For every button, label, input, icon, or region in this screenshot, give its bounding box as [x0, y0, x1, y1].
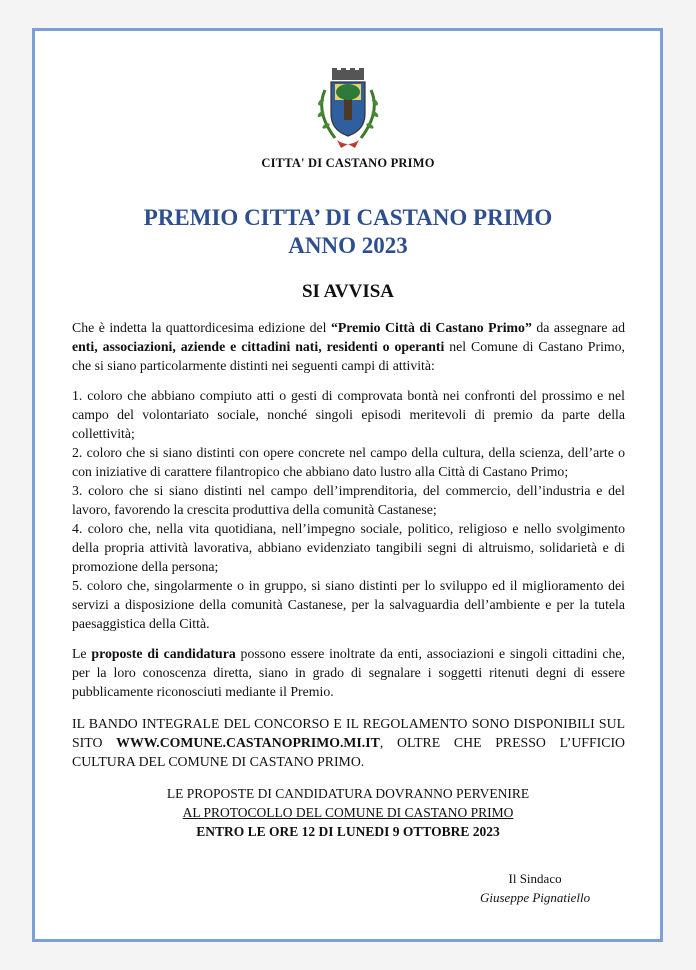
- city-label: CITTA' DI CASTANO PRIMO: [261, 156, 435, 170]
- criteria-item: 3. coloro che si siano distinti nel campo dell’imprenditoria, del commercio, dell’industria e del lavoro, favorendo la crescita produttiva della comunità Castanese;: [72, 483, 625, 517]
- signature-block: [480, 869, 590, 907]
- website-link[interactable]: WWW.COMUNE.CASTANOPRIMO.MI.IT: [116, 735, 380, 750]
- criteria-item: 2. coloro che si siano distinti con opere concrete nel campo della cultura, della scienza, dell’arte o con iniziative di carattere filantropico che abbiano dato lustro alla Città di Castano Primo;: [72, 445, 625, 479]
- award-title: PREMIO CITTA’ DI CASTANO PRIMO: [143, 205, 553, 230]
- intro-text: da assegnare ad: [531, 320, 625, 335]
- deadline-line: AL PROTOCOLLO DEL COMUNE DI CASTANO PRIMO: [182, 805, 514, 820]
- deadline-line: LE PROPOSTE DI CANDIDATURA DOVRANNO PERVENIRE: [166, 786, 530, 801]
- criteria-item: 5. coloro che, singolarmente o in gruppo, si siano distinti per lo sviluppo ed il miglioramento dei servizi a disposizione della comunità Castanese, per la salvaguardia dell’ambiente e per la tutela paesaggistica della Città.: [72, 578, 625, 631]
- bando-paragraph: [72, 714, 625, 771]
- proposals-paragraph: [72, 644, 625, 701]
- bando-text: IL BANDO INTEGRALE DEL CONCORSO E IL REGOLAMENTO SONO DISPONIBILI SUL SITO: [72, 716, 625, 750]
- signature-role: Il Sindaco: [508, 871, 562, 886]
- city-crest-icon: [311, 68, 385, 152]
- intro-text: nel Comune di Castano Primo, che si siano particolarmente distinti nei seguenti campi di attività:: [72, 339, 625, 373]
- award-year: ANNO 2023: [288, 233, 408, 258]
- award-name: “Premio Città di Castano Primo”: [330, 320, 532, 335]
- recipients: enti, associazioni, aziende e cittadini nati, residenti o operanti: [72, 339, 445, 354]
- deadline-block: [0, 784, 696, 841]
- intro-paragraph: [72, 318, 625, 375]
- notice-heading: SI AVVISA: [301, 281, 395, 302]
- proposals-text: Le: [72, 646, 92, 661]
- proposals-bold: proposte di candidatura: [91, 646, 236, 661]
- bando-text: , OLTRE CHE PRESSO L’UFFICIO CULTURA DEL COMUNE DI CASTANO PRIMO.: [72, 735, 625, 769]
- criteria-item: 1. coloro che abbiano compiuto atti o gesti di comprovata bontà nei confronti del prossimo e nel campo del volontariato sociale, nonché singoli episodi meritevoli di premio da parte della collettività;: [72, 388, 625, 441]
- criteria-item: 4. coloro che, nella vita quotidiana, nell’impegno sociale, politico, religioso e nello svolgimento della propria attività lavorativa, abbiano evidenziato tangibili segni di altruismo, solidarietà e di promozione della persona;: [72, 521, 625, 574]
- deadline-date: ENTRO LE ORE 12 DI LUNEDI 9 OTTOBRE 2023: [196, 824, 500, 839]
- proposals-text: possono essere inoltrate da enti, associazioni e singoli cittadini che, per la loro conoscenza diretta, siano in grado di segnalare i soggetti ritenuti degni di essere pubblicamente riconosciuti mediante il Premio.: [72, 646, 626, 699]
- intro-text: Che è indetta la quattordicesima edizione del: [72, 320, 331, 335]
- signature-name: Giuseppe Pignatiello: [480, 890, 591, 905]
- criteria-list: [72, 386, 625, 633]
